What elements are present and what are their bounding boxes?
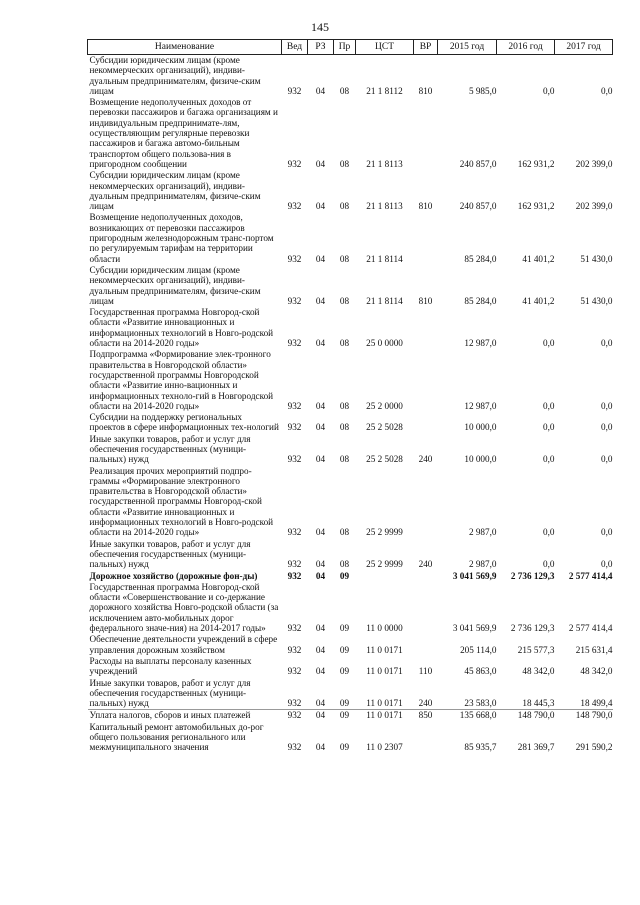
row-2016: 41 401,2 xyxy=(522,253,555,264)
row-rz: 04 xyxy=(315,338,326,349)
row-pr: 09 xyxy=(339,570,350,581)
row-2015: 10 000,0 xyxy=(464,454,497,465)
row-rz: 04 xyxy=(315,400,326,411)
row-rz: 04 xyxy=(315,559,326,570)
row-vr xyxy=(414,634,438,656)
row-2017: 48 342,0 xyxy=(580,666,613,677)
row-ved: 932 xyxy=(287,158,302,169)
row-ved: 932 xyxy=(287,527,302,538)
row-pr: 08 xyxy=(339,454,350,465)
header-vr: ВР xyxy=(414,40,438,55)
row-2015: 3 041 569,9 xyxy=(452,623,497,634)
row-name: Уплата налогов, сборов и иных платежей xyxy=(89,710,251,721)
row-ved: 932 xyxy=(287,295,302,306)
row-ved: 932 xyxy=(287,570,302,581)
table-row xyxy=(88,571,613,582)
header-2016: 2016 год xyxy=(497,40,555,55)
row-2015: 3 041 569,9 xyxy=(452,570,497,581)
row-2015: 12 987,0 xyxy=(464,338,497,349)
row-pr: 08 xyxy=(339,201,350,212)
row-pr: 08 xyxy=(339,158,350,169)
row-rz: 04 xyxy=(315,422,326,433)
row-2016: 215 577,3 xyxy=(517,644,555,655)
row-cst: 11 0 0171 xyxy=(366,666,403,677)
row-2017: 0,0 xyxy=(601,338,613,349)
row-2016: 48 342,0 xyxy=(522,666,555,677)
row-pr: 08 xyxy=(339,527,350,538)
row-2016: 2 736 129,3 xyxy=(510,570,555,581)
row-2017: 202 399,0 xyxy=(575,158,613,169)
row-pr: 08 xyxy=(339,295,350,306)
row-cst: 11 0 0171 xyxy=(356,678,414,710)
row-cst: 25 2 5028 xyxy=(366,454,403,465)
row-pr: 09 xyxy=(339,666,350,677)
table-row xyxy=(88,97,613,170)
row-2017: 2 577 414,4 xyxy=(568,623,613,634)
row-rz: 04 xyxy=(315,570,326,581)
row-name: Субсидии на поддержку региональных проектов в сфере информационных тех-нологий xyxy=(89,412,279,433)
table-row xyxy=(88,539,613,571)
row-name: Возмещение недополученных доходов, возникающих от перевозки пассажиров пригородным железнодорожным транс-портом по регулируемым тарифам на территории области xyxy=(89,212,274,264)
row-2017: 215 631,4 xyxy=(575,644,613,655)
row-vr xyxy=(414,412,438,434)
row-2015: 240 857,0 xyxy=(459,158,497,169)
table-body xyxy=(88,55,613,754)
row-2017: 0,0 xyxy=(601,85,613,96)
table-row xyxy=(88,656,613,678)
row-ved: 932 xyxy=(287,85,302,96)
table-row xyxy=(88,678,613,710)
header-2017: 2017 год xyxy=(555,40,613,55)
row-ved: 932 xyxy=(287,454,302,465)
row-cst: 21 1 8113 xyxy=(366,201,403,212)
row-2016: 41 401,2 xyxy=(522,295,555,306)
row-ved: 932 xyxy=(287,644,302,655)
row-2016: 0,0 xyxy=(543,559,555,570)
table-row xyxy=(88,412,613,434)
row-name: Субсидии юридическим лицам (кроме некоммерческих организаций), индиви-дуальным предпринимателям, физиче-ским лицам xyxy=(89,55,261,96)
row-cst: 25 2 9999 xyxy=(366,527,403,538)
row-cst: 21 1 8114 xyxy=(366,253,403,264)
row-vr: 850 xyxy=(418,710,433,721)
table-row xyxy=(88,582,613,634)
row-2016: 0,0 xyxy=(543,338,555,349)
row-2016: 0,0 xyxy=(543,422,555,433)
row-2016: 148 790,0 xyxy=(517,710,555,721)
row-2015: 85 935,7 xyxy=(464,742,497,753)
row-cst: 25 0 0000 xyxy=(366,338,403,349)
row-2016: 0,0 xyxy=(543,454,555,465)
budget-table xyxy=(87,39,613,754)
row-ved: 932 xyxy=(287,559,302,570)
table-row xyxy=(88,307,613,349)
table-row xyxy=(88,722,613,754)
row-2015: 5 985,0 xyxy=(468,85,497,96)
row-vr xyxy=(414,349,438,412)
table-header-row xyxy=(88,40,613,55)
row-name: Иные закупки товаров, работ и услуг для обеспечения государственных (муници-пальных) нужд xyxy=(89,433,251,465)
row-name: Подпрограмма «Формирование элек-тронного правительства в Новгородской области» государственной программы Новгородской области «Развитие инно-вационных и информационных техноло-гий в Новгородской области на 2014-2020 годы» xyxy=(89,349,274,411)
table-row xyxy=(88,434,613,466)
row-vr: 810 xyxy=(418,201,433,212)
table-row xyxy=(88,466,613,539)
row-pr: 08 xyxy=(339,422,350,433)
header-rz: РЗ xyxy=(308,40,334,55)
row-2016: 0,0 xyxy=(543,527,555,538)
row-pr: 08 xyxy=(339,338,350,349)
row-vr: 810 xyxy=(418,85,433,96)
row-ved: 932 xyxy=(287,338,302,349)
row-pr: 09 xyxy=(334,678,356,710)
row-ved: 932 xyxy=(287,710,302,721)
row-2017: 0,0 xyxy=(601,400,613,411)
header-2015: 2015 год xyxy=(438,40,497,55)
row-cst: 21 1 8114 xyxy=(366,295,403,306)
row-pr: 09 xyxy=(339,644,350,655)
row-cst xyxy=(356,571,414,582)
row-name: Обеспечение деятельности учреждений в сфере управления дорожным хозяйством xyxy=(89,634,278,655)
row-2016: 162 931,2 xyxy=(517,201,555,212)
row-2017: 51 430,0 xyxy=(580,253,613,264)
row-vr: 810 xyxy=(418,295,433,306)
row-ved: 932 xyxy=(282,678,308,710)
row-vr xyxy=(414,571,438,582)
row-2015: 10 000,0 xyxy=(464,422,497,433)
row-cst: 25 2 9999 xyxy=(366,559,403,570)
row-2016: 18 445,3 xyxy=(497,678,555,710)
row-ved: 932 xyxy=(287,666,302,677)
table-row xyxy=(88,55,613,98)
header-ved: Вед xyxy=(282,40,308,55)
row-2015: 85 284,0 xyxy=(464,253,497,264)
row-rz: 04 xyxy=(315,253,326,264)
row-ved: 932 xyxy=(287,742,302,753)
row-pr: 08 xyxy=(339,559,350,570)
table-row xyxy=(88,634,613,656)
row-name: Государственная программа Новгород-ской области «Развитие инновационных и информационных технологий в Новго-родской области на 2014-2020 годы» xyxy=(89,307,274,349)
row-rz: 04 xyxy=(315,527,326,538)
row-cst: 25 2 0000 xyxy=(366,400,403,411)
header-name: Наименование xyxy=(88,40,282,55)
table-row xyxy=(88,710,613,722)
page-number: 145 xyxy=(311,20,329,34)
row-rz: 04 xyxy=(315,666,326,677)
row-pr: 09 xyxy=(339,623,350,634)
row-name: Субсидии юридическим лицам (кроме некоммерческих организаций), индиви-дуальным предпринимателям, физиче-ским лицам xyxy=(89,264,261,306)
row-2015: 85 284,0 xyxy=(464,295,497,306)
table-row xyxy=(88,265,613,307)
row-name: Расходы на выплаты персоналу казенных учреждений xyxy=(89,655,252,677)
row-rz: 04 xyxy=(315,644,326,655)
row-ved: 932 xyxy=(287,422,302,433)
row-2015: 23 583,0 xyxy=(438,678,497,710)
row-ved: 932 xyxy=(287,400,302,411)
row-ved: 932 xyxy=(287,253,302,264)
row-rz: 04 xyxy=(315,710,326,721)
row-name: Капитальный ремонт автомобильных до-рог общего пользования регионального или межмуниципального значения xyxy=(89,721,264,753)
row-2017: 202 399,0 xyxy=(575,201,613,212)
row-cst: 21 1 8113 xyxy=(366,158,403,169)
row-cst: 11 0 0000 xyxy=(366,623,403,634)
row-pr: 08 xyxy=(339,253,350,264)
row-2017: 0,0 xyxy=(601,559,613,570)
row-2017: 291 590,2 xyxy=(575,742,613,753)
row-2015: 2 987,0 xyxy=(468,559,497,570)
row-2016: 281 369,7 xyxy=(517,742,555,753)
table-row xyxy=(88,170,613,212)
row-2015: 2 987,0 xyxy=(468,527,497,538)
row-2015: 135 668,0 xyxy=(459,710,497,721)
row-vr xyxy=(414,722,438,754)
row-2015: 12 987,0 xyxy=(464,400,497,411)
row-2016: 0,0 xyxy=(543,400,555,411)
row-vr: 240 xyxy=(414,678,438,710)
row-cst: 25 2 5028 xyxy=(366,422,403,433)
table-row xyxy=(88,349,613,412)
row-rz: 04 xyxy=(315,454,326,465)
row-pr: 08 xyxy=(339,85,350,96)
row-vr: 240 xyxy=(418,454,433,465)
row-name: Дорожное хозяйство (дорожные фон-ды) xyxy=(89,570,258,581)
row-ved: 932 xyxy=(287,201,302,212)
row-2017: 0,0 xyxy=(601,422,613,433)
row-ved: 932 xyxy=(287,623,302,634)
row-name: Субсидии юридическим лицам (кроме некоммерческих организаций), индиви-дуальным предпринимателям, физиче-ским лицам xyxy=(89,170,261,212)
row-rz: 04 xyxy=(315,85,326,96)
row-2017: 18 499,4 xyxy=(555,678,613,710)
row-cst: 21 1 8112 xyxy=(366,85,403,96)
row-2017: 0,0 xyxy=(601,454,613,465)
row-rz: 04 xyxy=(315,295,326,306)
header-pr: Пр xyxy=(334,40,356,55)
row-pr: 09 xyxy=(339,710,350,721)
row-cst: 11 0 0171 xyxy=(366,710,403,721)
row-rz: 04 xyxy=(315,158,326,169)
row-name: Реализация прочих мероприятий подпро-граммы «Формирование электронного правительства в Новгородской области» государственной программы Новгород-ской области «Развитие инновационных и информационных технологий в Новго-родской области на 2014-2020 годы» xyxy=(89,465,274,538)
row-2017: 0,0 xyxy=(601,527,613,538)
row-vr xyxy=(414,307,438,349)
table-row xyxy=(88,212,613,264)
row-2017: 148 790,0 xyxy=(575,710,613,721)
row-rz: 04 xyxy=(308,678,334,710)
row-name: Иные закупки товаров, работ и услуг для обеспечения государственных (муници-пальных) нужд xyxy=(88,678,282,710)
row-2016: 2 736 129,3 xyxy=(510,623,555,634)
row-cst: 11 0 2307 xyxy=(366,742,403,753)
row-pr: 08 xyxy=(339,400,350,411)
row-pr: 09 xyxy=(339,742,350,753)
row-rz: 04 xyxy=(315,623,326,634)
row-2015: 240 857,0 xyxy=(459,201,497,212)
row-vr: 240 xyxy=(418,559,433,570)
row-vr xyxy=(414,212,438,264)
row-name: Возмещение недополученных доходов от перевозки пассажиров и багажа организациям и индивидуальным предпринимате-лям, осуществляющим регулярные перевозки пассажиров и багажа автомо-бильным транспортом общего пользова-ния в пригородном сообщении xyxy=(89,97,278,169)
row-2016: 162 931,2 xyxy=(517,158,555,169)
row-vr xyxy=(414,466,438,539)
row-rz: 04 xyxy=(315,201,326,212)
row-vr xyxy=(414,582,438,634)
row-cst: 11 0 0171 xyxy=(366,644,403,655)
header-cst: ЦСТ xyxy=(356,40,414,55)
row-vr xyxy=(414,97,438,170)
row-rz: 04 xyxy=(315,742,326,753)
row-name: Государственная программа Новгород-ской области «Совершенствование и со-держание дорожного хозяйства Новго-родской области (за исключением авто-мобильных дорог федерального значе-ния) на 2014-2017 годы» xyxy=(89,581,279,634)
row-2017: 51 430,0 xyxy=(580,295,613,306)
row-vr: 110 xyxy=(418,666,433,677)
row-2015: 45 863,0 xyxy=(464,666,497,677)
row-2016: 0,0 xyxy=(543,85,555,96)
row-2015: 205 114,0 xyxy=(460,644,497,655)
row-2017: 2 577 414,4 xyxy=(568,570,613,581)
row-name: Иные закупки товаров, работ и услуг для обеспечения государственных (муници-пальных) нужд xyxy=(89,538,251,570)
